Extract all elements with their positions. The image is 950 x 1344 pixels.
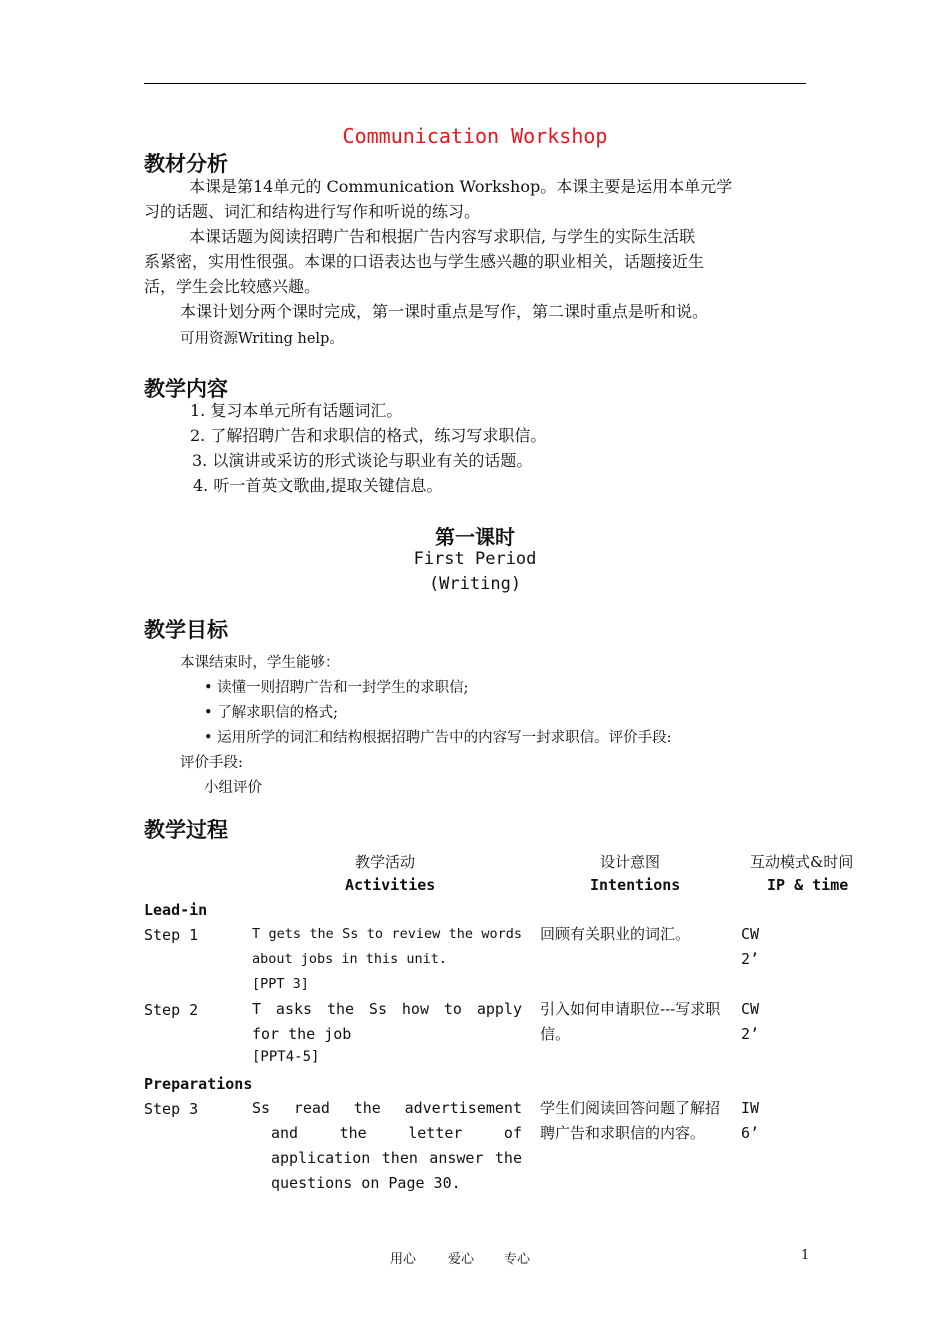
step-2-intention: 引入如何申请职位---写求职信。 bbox=[540, 1000, 721, 1043]
goal-bullet-1: • 读懂一则招聘广告和一封学生的求职信; bbox=[204, 680, 469, 696]
step-3-mode: IW bbox=[741, 1099, 760, 1117]
period-subtitle: (Writing) bbox=[428, 574, 522, 594]
step-1-intention: 回顾有关职业的词汇。 bbox=[540, 925, 691, 943]
step-3-label: Step 3 bbox=[144, 1100, 199, 1118]
column-header-intention-cn: 设计意图 bbox=[600, 853, 661, 871]
footer-motto-2: 爱心 bbox=[448, 1252, 475, 1267]
stage-preparations: Preparations bbox=[144, 1075, 253, 1093]
analysis-para1-line1: 本课是第14单元的 Communication Workshop。本课主要是运用本单元学 bbox=[189, 177, 733, 196]
analysis-para2-line1: 本课话题为阅读招聘广告和根据广告内容写求职信, 与学生的实际生活联 bbox=[189, 227, 696, 246]
header-rule bbox=[144, 83, 806, 84]
stage-lead-in: Lead-in bbox=[144, 901, 208, 919]
column-header-activity-cn: 教学活动 bbox=[355, 853, 416, 871]
step-1-activity: T gets the Ss to review the words about jobs in this unit. bbox=[252, 926, 522, 967]
content-item-2: 2. 了解招聘广告和求职信的格式，练习写求职信。 bbox=[190, 426, 547, 445]
step-3-time: 6’ bbox=[741, 1124, 760, 1142]
step-2-label: Step 2 bbox=[144, 1001, 199, 1019]
section-heading-process: 教学过程 bbox=[144, 818, 228, 842]
section-heading-goals: 教学目标 bbox=[144, 618, 228, 642]
footer-motto-3: 专心 bbox=[504, 1252, 531, 1267]
content-item-1: 1. 复习本单元所有话题词汇。 bbox=[190, 401, 403, 420]
step-2-ppt-ref: [PPT4-5] bbox=[252, 1049, 320, 1065]
step-2-activity: T asks the Ss how to apply for the job bbox=[252, 1000, 522, 1043]
column-header-ip-en: IP & time bbox=[767, 876, 849, 894]
goals-intro: 本课结束时，学生能够： bbox=[180, 655, 340, 671]
document-title: Communication Workshop bbox=[342, 124, 608, 148]
evaluation-label: 评价手段: bbox=[180, 755, 243, 771]
section-heading-content: 教学内容 bbox=[144, 377, 228, 401]
step-1-time: 2’ bbox=[741, 950, 760, 968]
page-number: 1 bbox=[801, 1248, 810, 1263]
step-1-label: Step 1 bbox=[144, 926, 199, 944]
analysis-para2-line3: 活，学生会比较感兴趣。 bbox=[144, 277, 321, 296]
period-title-en: First Period bbox=[413, 549, 537, 569]
step-2-time: 2’ bbox=[741, 1025, 760, 1043]
analysis-resource: 可用资源Writing help。 bbox=[180, 331, 344, 347]
step-3-activity-line1: Ss read the advertisement bbox=[252, 1099, 522, 1117]
analysis-para3: 本课计划分两个课时完成，第一课时重点是写作，第二课时重点是听和说。 bbox=[180, 302, 709, 321]
column-header-intention-en: Intentions bbox=[590, 876, 681, 894]
step-1-ppt-ref: [PPT 3] bbox=[252, 976, 309, 992]
content-item-4: 4. 听一首英文歌曲,提取关键信息。 bbox=[193, 476, 443, 495]
step-1-mode: CW bbox=[741, 925, 760, 943]
evaluation-value: 小组评价 bbox=[204, 780, 262, 796]
step-3-activity-rest: and the letter of application then answer the questions on Page 30. bbox=[271, 1124, 522, 1192]
footer-motto-1: 用心 bbox=[390, 1252, 417, 1267]
column-header-activity-en: Activities bbox=[345, 876, 436, 894]
column-header-ip-cn: 互动模式&时间 bbox=[750, 853, 854, 871]
section-heading-analysis: 教材分析 bbox=[144, 152, 228, 176]
goal-bullet-2: • 了解求职信的格式; bbox=[204, 705, 339, 721]
analysis-para1-line2: 习的话题、词汇和结构进行写作和听说的练习。 bbox=[144, 202, 481, 221]
step-3-intention: 学生们阅读回答问题了解招聘广告和求职信的内容。 bbox=[540, 1099, 721, 1142]
analysis-para2-line2: 系紧密，实用性很强。本课的口语表达也与学生感兴趣的职业相关，话题接近生 bbox=[144, 252, 705, 271]
period-title-cn: 第一课时 bbox=[435, 525, 515, 549]
content-item-3: 3. 以演讲或采访的形式谈论与职业有关的话题。 bbox=[192, 451, 533, 470]
step-2-mode: CW bbox=[741, 1000, 760, 1018]
goal-bullet-3: • 运用所学的词汇和结构根据招聘广告中的内容写一封求职信。评价手段: bbox=[204, 730, 672, 746]
